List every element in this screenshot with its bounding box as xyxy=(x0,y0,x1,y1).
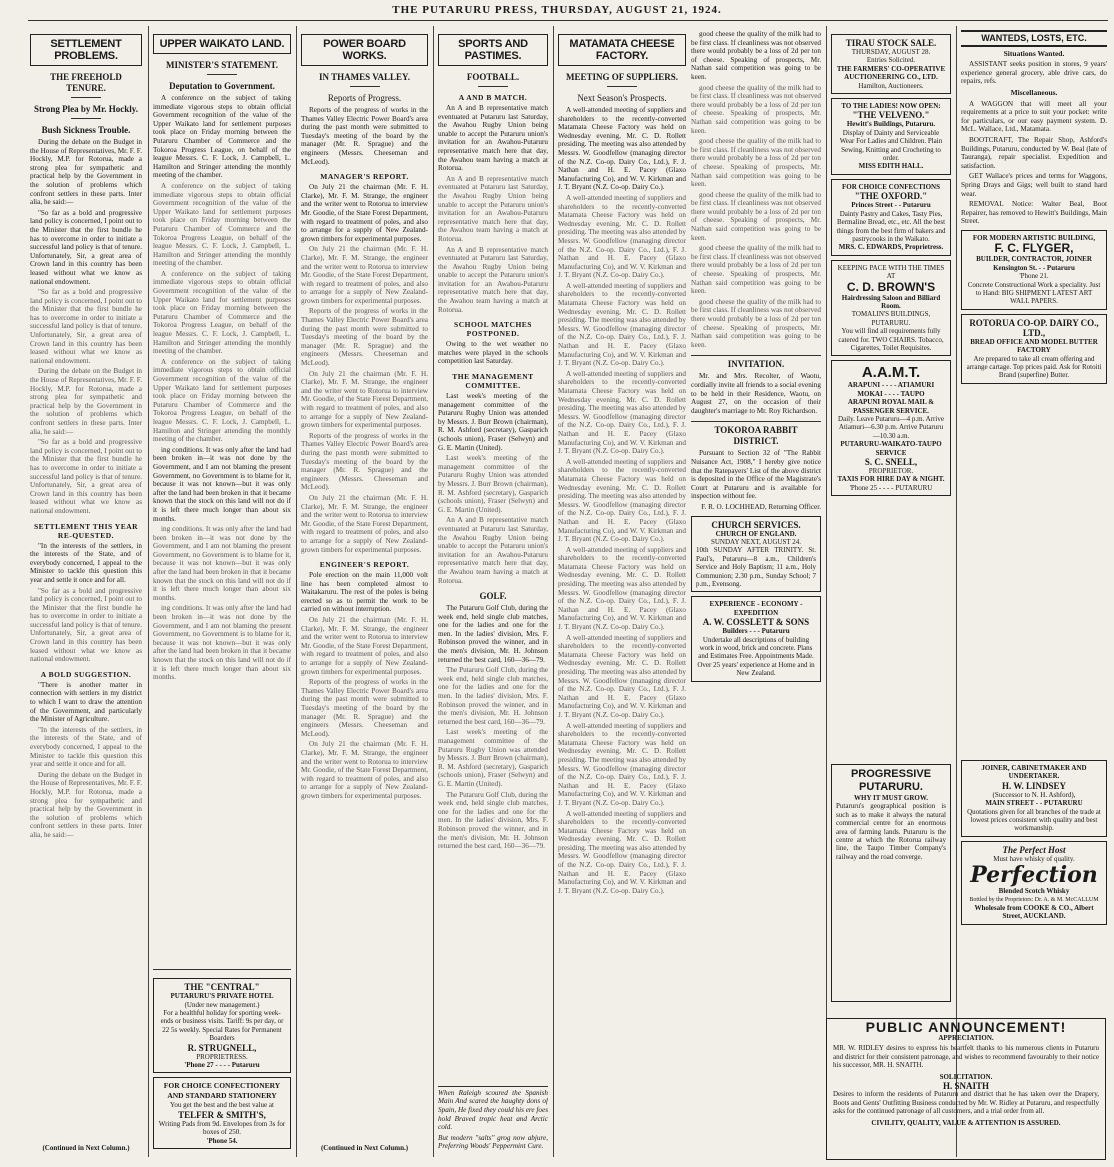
article-paragraph: good cheese the quality of the milk had to be first class. If cleanliness was not observed there would probably be a loss of 2d per ton of cheese. Speaking of prospects, Mr. Nathan said competition was going to be keen. xyxy=(691,137,821,189)
article-subheading: TOKOROA RABBIT DISTRICT. xyxy=(691,421,821,447)
article-paragraph: good cheese the quality of the milk had to be first class. If cleanliness was not observed there would probably be a loss of 2d per ton of cheese. Speaking of prospects, Mr. Nathan said competition was going to be keen. xyxy=(691,30,821,81)
ad-note: Writing Pads from 9d. Envelopes from 3s for boxes of 250. xyxy=(158,1119,286,1137)
ad-text: Putaruru's geographical position is such as to make it always the natural commercial centre for an enormous area of farming lands. Putaruru is the centre at which the Rotorua railway line, the Taupo Timber Company's railway and the road converge. xyxy=(836,802,946,861)
ad-phone: 'Phone 54. xyxy=(206,1136,238,1145)
article-paragraph: Reports of the progress of works in the Thames Valley Electric Power Board's area during the past month were submitted to Tuesday's meeting of the board by the manager (Mr. R. Sprague) and the engineers (Messrs. Cheeseman and McLeod). xyxy=(301,307,428,368)
ad-title: H. W. LINDSEY xyxy=(1001,780,1067,791)
ad-date: SUNDAY NEXT, AUGUST 24. xyxy=(710,537,802,546)
ad-brown xyxy=(831,260,951,357)
ad-date: THURSDAY, AUGUST 28. xyxy=(851,48,931,56)
column-rule xyxy=(553,26,554,1157)
ad-location: TOMALIN'S BUILDINGS, PUTARURU. xyxy=(851,310,931,327)
article-subheading: Strong Plea by Mr. Hockly. xyxy=(33,104,138,114)
announcement-subtitle: SOLICITATION. xyxy=(939,1072,993,1081)
ad-text: For a healthful holiday for sporting week-ends or business visits. Tariff: 9s per day, or 22 5s weekly. Special Rates for Permanent Boarders xyxy=(160,1008,284,1043)
column-rule xyxy=(148,26,149,1157)
ad-text: Must have whisky of quality. xyxy=(993,854,1075,863)
ad-owner: THE FARMERS' CO-OPERATIVE AUCTIONEERING CO., LTD. xyxy=(836,64,946,82)
article-paragraph: ing conditions. It was only after the land had been broken in—it was not done by the Government, and I am not blaming the present Government, no Government is to blame for it, because it was not known—but it was only after the land had been broken in that it became known that the stock on this land will not do if it is left there much longer than about six months. xyxy=(153,525,291,602)
article-paragraph: A well-attended meeting of suppliers and shareholders to the recently-converted Matamata Cheese Factory was held on Wednesday evening, Mr. C. D. Rollett presiding. The meeting was also attended by Messrs. W. Goodfellow (managing director of the N.Z. Co-op. Dairy Co., Ltd.), F. J. Nathan and H. E. Pacey (Glaxo Manufacturing Co), and W. V. Kirkman and J. T. Bryant (N.Z. Co-op. Dairy Co.). xyxy=(558,457,686,544)
ad-title: PROGRESSIVE PUTARURU. xyxy=(850,768,932,793)
column-rule xyxy=(433,26,434,1157)
masthead-rule xyxy=(28,20,1108,21)
ad-subtitle: Hairdressing Saloon and Billiard Room. xyxy=(841,293,941,310)
article-paragraph: The Putaruru Golf Club, during the week end, held single club matches, one for the ladies and one for the men. In the ladies' division, Mrs. F. Robinson proved the winner, and in the men's division, Mr. H. Johnson returned the best card, 160—36—79. xyxy=(438,666,548,726)
ad-role: PROPRIETOR. xyxy=(868,467,914,476)
article-subheading: THE FREEHOLD TENURE. xyxy=(50,72,122,93)
classified-ad: A WAGGON that will meet all your requirements at a price to suit your pocket: write for particulars, or our easy payment system. D. McL. Wallace, Ltd., Matamata. xyxy=(961,99,1107,134)
article-subheading: THE MANAGEMENT COMMITTEE. xyxy=(452,372,534,391)
article-paragraph: good cheese the quality of the milk had to be first class. If cleanliness was not observed there would probably be a loss of 2d per ton of cheese. Speaking of prospects, Mr. Nathan said competition was going to be keen. xyxy=(691,190,821,242)
ad-rotorua-dairy xyxy=(961,314,1107,384)
ad-title: THE "CENTRAL" xyxy=(184,982,260,993)
ad-text: TAXIS FOR HIRE DAY & NIGHT. xyxy=(837,475,945,484)
article-paragraph: ing conditions. It was only after the land had been broken in—it was not done by the Government, and I am not blaming the present Government, no Government is to blame for it, because it was not known—but it was only after the land had been broken in that it became known that the stock on this land will not do if it is left there much longer than about six months. xyxy=(153,604,291,682)
ad-text: Display of Dainty and Serviceable Wear For Ladies and Children. Plain Sewing, Knitting and Crocheting to order. xyxy=(839,128,943,163)
lindsey-whisky-block xyxy=(961,760,1107,1012)
article-subheading: Reports of Progress. xyxy=(327,93,402,103)
ad-title: TIRAU STOCK SALE. xyxy=(845,38,937,48)
ad-owner: MRS. C. EDWARDS, Proprietress. xyxy=(838,243,944,252)
article-heading: SPORTS AND PASTIMES. xyxy=(438,34,548,66)
ad-lindsey xyxy=(961,760,1107,837)
article-paragraph: A well-attended meeting of suppliers and shareholders to the recently-converted Matamata Cheese Factory was held on Wednesday evening, Mr. C. D. Rollett presiding. The meeting was also attended by Messrs. W. Goodfellow (managing director of the N.Z. Co-op. Dairy Co., Ltd.), F. J. Nathan and H. E. Pacey (Glaxo Manufacturing Co), and W. V. Kirkman and J. T. Bryant (N.Z. Co-op. Dairy Co.). xyxy=(558,193,686,280)
article-paragraph: A well-attended meeting of suppliers and shareholders to the recently-converted Matamata Cheese Factory was held on Wednesday evening, Mr. C. D. Rollett presiding. The meeting was also attended by Messrs. W. Goodfellow (managing director of the N.Z. Co-op. Dairy Co., Ltd.), F. J. Nathan and H. E. Pacey (Glaxo Manufacturing Co), and W. V. Kirkman and J. T. Bryant (N.Z. Co-op. Dairy Co.). xyxy=(558,721,686,807)
ad-sellers: Wholesale from COOKE & CO., Albert Street, AUCKLAND. xyxy=(974,904,1094,921)
ad-phone: 'Phone 25 - - - - PUTARURU xyxy=(849,483,933,492)
article-heading: SETTLEMENT PROBLEMS. xyxy=(30,34,142,66)
ad-role: BUILDER, CONTRACTOR, JOINER xyxy=(976,255,1092,264)
ad-pretitle: KEEPING PACE WITH THE TIMES AT xyxy=(837,263,945,281)
ad-subtitle: Blended Scotch Whisky xyxy=(998,887,1070,896)
ads-block xyxy=(153,969,291,1153)
column-upper-waikato xyxy=(153,30,291,1153)
ad-subtitle: BREAD OFFICE AND MODEL BUTTER FACTORY xyxy=(970,337,1098,355)
article-paragraph: An A and B representative match eventuated at Putaruru last Saturday, the Awahou Rugby Union being unable to accept the Putaruru union's invitation for an Awahou-Putaruru representative match here that day, the Awahou team having a match at Rotorua. xyxy=(438,245,548,314)
column-sports xyxy=(438,30,548,1153)
ad-title: "THE VELVENO." xyxy=(852,110,930,121)
ad-role: Hamilton, Auctioneers. xyxy=(858,81,924,90)
article-paragraph: good cheese the quality of the milk had to be first class. If cleanliness was not observed there would probably be a loss of 2d per ton of cheese. Speaking of prospects, Mr. Nathan said competition was going to be keen. xyxy=(691,244,821,296)
article-subheading: INVITATION. xyxy=(691,355,821,370)
ad-title: CHURCH SERVICES. xyxy=(711,519,801,530)
article-subheading: A AND B MATCH. xyxy=(458,93,528,102)
article-paragraph: "So far as a bold and progressive land policy is concerned, I point out to the Minister that the first bundle he has to overcome in order to initiate a successful land policy is that of tenure. Unfortunately, Sir, a great area of Crown land in this country has been leased without what we know as national endowment. xyxy=(30,438,142,515)
ad-owner: TELFER & SMITH'S, xyxy=(178,1109,266,1120)
article-paragraph: On July 21 the chairman (Mr. F. H. Clarke), Mr. F. M. Strange, the engineer and the writer went to Rotorua to interview Mr. Goodie, of the State Forest Department, with regard to treatment of poles, and also to arrange for a supply of New Zealand-grown timbers for experimental purposes. xyxy=(301,493,428,554)
article-paragraph: Mr. and Mrs. Recolter, of Waotu, cordially invite all friends to a social evening to be held in their Residence, Waotu, on August 27, on the occasion of their daughter's marriage to Mr. Roy Richardson. xyxy=(691,372,821,415)
public-announcement xyxy=(826,1018,1106,1160)
article-paragraph: During the debate on the Budget in the House of Representatives, Mr. F. F. Hockly, M.P. for Rotorua, made a strong plea for sympathetic and practical help by the Government in the solution of problems which confront settlers in these parts. Inter alia, he said:— xyxy=(30,770,142,839)
article-paragraph: "In the interests of the settlers, in the interests of the State, and of everybody concerned, I appeal to the Minister to tackle this question this year and settle it once and for all. xyxy=(30,725,142,769)
column-matamata-continued xyxy=(691,30,821,1153)
classifieds-subheading: Situations Wanted. xyxy=(1003,48,1065,58)
ad-text: Concrete Constructional Work a speciality. Just to Hand: BIG SHIPMENT LATEST ART WALL PAPERS. xyxy=(967,280,1101,306)
announcement-subtitle: APPRECIATION. xyxy=(938,1033,994,1042)
ad-central-hotel xyxy=(153,978,291,1073)
ad-location: Hewitt's Buildings, Putaruru. xyxy=(846,120,936,129)
article-paragraph: "So far as a bold and progressive land policy is concerned, I point out to the Minister that the first bundle he has to overcome in order to initiate a successful land policy is that of tenure. Unfortunately, Sir, a great area of Crown land in this country has been leased without what we know as national endowment. xyxy=(30,288,142,365)
article-subheading: MINISTER'S STATEMENT. xyxy=(165,60,279,70)
verse: When Raleigh scoured the Spanish Main And scared the haughty dons of Spain, He fixed they could his ere foes hold Braved tropic heat and Arctic cold. xyxy=(438,1088,548,1132)
article-paragraph: A well-attended meeting of suppliers and shareholders to the recently-converted Matamata Cheese Factory was held on Wednesday evening, Mr. C. D. Rollett presiding. The meeting was also attended by Messrs. W. Goodfellow (managing director of the N.Z. Co-op. Dairy Co., Ltd.), F. J. Nathan and H. E. Pacey (Glaxo Manufacturing Co), and W. V. Kirkman and J. T. Bryant (N.Z. Co-op. Dairy Co.). xyxy=(558,369,686,456)
continued-note: (Continued in Next Column.) xyxy=(30,1144,142,1153)
ad-text: Entries Solicited. xyxy=(866,56,916,65)
announcement-motto: CIVILITY, QUALITY, VALUE & ATTENTION IS ASSURED. xyxy=(871,1118,1061,1127)
article-subheading: MANAGER'S REPORT. xyxy=(320,172,409,182)
article-paragraph: A conference on the subject of taking immediate vigorous steps to obtain official Government recognition of the value of the Upper Waikato land for settlement purposes took place on Friday morning between the Putaruru Chamber of Commerce and the Tokoroa Progress League, on behalf of the league Messrs. C. F. Lock, J. Campbell, L. Hamilton and Stringer attending the monthly meeting of the chamber. xyxy=(153,357,291,444)
article-subheading: A BOLD SUGGESTION. xyxy=(40,669,132,679)
ad-text: Are prepared to take all cream offering and arrange cartage. Top prices paid. Ask for Rotoiti Brand (superfine) Butter. xyxy=(966,354,1102,380)
ad-flyger xyxy=(961,230,1107,310)
ad-title: FOR CHOICE CONFECTIONERY AND STANDARD STATIONERY xyxy=(163,1081,281,1101)
column-matamata xyxy=(558,30,686,1153)
verse: But modern "salts" grog now abjure, Preferring Woods' Peppermint Cure. xyxy=(438,1133,548,1151)
column-rule xyxy=(826,26,827,1157)
ad-subtitle: WHY IT MUST GROW. xyxy=(854,794,928,802)
article-paragraph: On July 21 the chairman (Mr. F. H. Clarke), Mr. F. M. Strange, the engineer and the writer went to Rotorua to interview Mr. Goodie, of the State Forest Department, with regard to treatment of poles, and also to arrange for a supply of New Zealand-grown timbers for experimental purposes. xyxy=(301,616,428,676)
article-paragraph: The Putaruru Golf Club, during the week end, held single club matches, one for the ladies and one for the men. In the ladies' division, Mrs. F. Robinson proved the winner, and in the men's division, Mr. H. Johnson returned the best card, 160—36—79. xyxy=(438,604,548,664)
article-paragraph: On July 21 the chairman (Mr. F. H. Clarke), Mr. F. M. Strange, the engineer and the writer went to Rotorua to interview Mr. Goodie, of the State Forest Department, with regard to treatment of poles, and also to arrange for a supply of New Zealand-grown timbers for experimental purposes. xyxy=(301,740,428,800)
classified-ad: REMOVAL Notice: Walter Beal, Boot Repairer, has removed to Hewitt's Buildings, Main Street. xyxy=(961,200,1107,226)
ad-subtitle: PUTARURU'S PRIVATE HOTEL xyxy=(170,992,274,1001)
ad-aamt xyxy=(831,360,951,496)
classifieds-subheading: Miscellaneous. xyxy=(1010,87,1058,97)
ad-phone: 'Phone 21. xyxy=(1019,272,1049,281)
article-paragraph: An A and B representative match eventuated at Putaruru last Saturday, the Awahou Rugby Union being unable to accept the Putaruru union's invitation for an Awahou-Putaruru representative match here that day, the Awahou team having a match at Rotorua. xyxy=(438,174,548,243)
ad-location: Princes Street - - Putaruru xyxy=(851,201,931,210)
ad-title: A.A.M.T. xyxy=(861,364,921,382)
article-subheading: MEETING OF SUPPLIERS. xyxy=(566,72,678,82)
article-subheading: FOOTBALL. xyxy=(466,72,520,82)
article-paragraph: Last week's meeting of the management committee of the Putaruru Rugby Union was attended by Messrs. J. Burr Brown (chairman), R. M. Ashford (secretary), Gasparich (schools union), Fraser (Selwyn) and G. E. Martin (United). xyxy=(438,454,548,514)
ad-telfer-smith xyxy=(153,1077,291,1149)
ad-title: "THE OXFORD." xyxy=(854,191,928,202)
article-paragraph: A well-attended meeting of suppliers and shareholders to the recently-converted Matamata Cheese Factory was held on Wednesday evening, Mr. C. D. Rollett presiding. The meeting was also attended by Messrs. W. Goodfellow (managing director of the N.Z. Co-op. Dairy Co., Ltd.), F. J. Nathan and H. E. Pacey (Glaxo Manufacturing Co), and W. V. Kirkman and J. T. Bryant (N.Z. Co-op. Dairy Co.). xyxy=(558,106,686,192)
signature: F. R. O. LOCHHEAD, Returning Officer. xyxy=(701,502,821,511)
article-paragraph: On July 21 the chairman (Mr. F. H. Clarke), Mr. F. M. Strange, the engineer and the writer went to Rotorua to interview Mr. Goodie, of the State Forest Department, with regard to treatment of poles, and also to arrange for a supply of New Zealand-grown timbers for experimental purposes. xyxy=(301,245,428,305)
article-paragraph: "So far as a bold and progressive land policy is concerned, I point out to the Minister that the first bundle he has to overcome in order to initiate a successful land policy is that of tenure. Unfortunately, Sir, a great area of Crown land in this country has been leased without what we know as national endowment. xyxy=(30,208,142,286)
article-subheading: SCHOOL MATCHES POSTPONED. xyxy=(454,320,532,339)
ad-perfection-whisky xyxy=(961,841,1107,925)
article-paragraph: good cheese the quality of the milk had to be first class. If cleanliness was not observed there would probably be a loss of 2d per ton of cheese. Speaking of prospects, Mr. Nathan said competition was going to be keen. xyxy=(691,83,821,135)
article-paragraph: Last week's meeting of the management committee of the Putaruru Rugby Union was attended by Messrs. J. Burr Brown (chairman), R. M. Ashford (secretary), Gasparich (schools union), Fraser (Selwyn) and G. E. Martin (United). xyxy=(438,392,548,452)
article-paragraph: ing conditions. It was only after the land had been broken in—it was not done by the Government, and I am not blaming the present Government, no Government is to blame for it, because it was not known—but it was only after the land had been broken in that it became known that the stock on this land will not do if it is left there much longer than about six months. xyxy=(153,445,291,523)
ad-title: ROTORUA CO-OP. DAIRY CO., LTD., xyxy=(969,317,1099,338)
progressive-putaruru-box xyxy=(831,760,951,1010)
article-paragraph: The Putaruru Golf Club, during the week end, held single club matches, one for the ladies and one for the men. In the ladies' division, Mrs. F. Robinson proved the winner, and in the men's division, Mr. H. Johnson returned the best card, 160—36—79. xyxy=(438,790,548,851)
ad-tirau-sale xyxy=(831,34,951,94)
article-subheading: GOLF. xyxy=(479,591,507,602)
column-power-board xyxy=(301,30,428,1153)
ad-text: You will find all requirements fully catered for. TWO CHAIRS. Tobacco, Cigarettes, Toilet Requisites. xyxy=(838,327,944,352)
ad-phone: 'Phone 27 - - - - Putaruru xyxy=(184,1060,260,1069)
article-paragraph: On July 21 the chairman (Mr. F. H. Clarke), Mr. F. M. Strange, the engineer and the writer went to Rotorua to interview Mr. Goodie, of the State Forest Department, with regard to treatment of poles, and also to arrange for a supply of New Zealand-grown timbers for experimental purposes. xyxy=(301,369,428,430)
article-paragraph: Pole erection on the main 11,000 volt line has been completed almost to Waitakaruru. The rest of the poles is being erected so as to permit the work to be carried on without interruption. xyxy=(301,571,428,614)
article-paragraph: During the debate on the Budget in the House of Representatives, Mr. F. F. Hockly, M.P. for Rotorua, made a strong plea for sympathetic and practical help by the Government in the solution of problems which confront settlers in these parts. Inter alia, he said:— xyxy=(30,367,142,436)
ad-pretitle: FOR MODERN ARTISTIC BUILDING, xyxy=(972,233,1096,242)
article-paragraph: Reports of the progress of works in the Thames Valley Electric Power Board's area during the past month were submitted to Tuesday's meeting of the board by the manager (Mr. R. Sprague) and the engineers (Messrs. Cheeseman and McLeod). xyxy=(301,106,428,166)
article-paragraph: Pursuant to Section 32 of "The Rabbit Nuisance Act, 1908," I hereby give notice that the Ratepayers' List of the above district is deposited in the Office of the Magistrate's Court at Putaruru and is available for inspection without fee. xyxy=(691,449,821,501)
ad-pretitle: TO THE LADIES! NOW OPEN: xyxy=(841,102,941,111)
ad-owner: A. W. COSSLETT & SONS xyxy=(702,617,810,628)
ad-role: PROPRIETRESS. xyxy=(196,1052,248,1061)
ad-role: Builders - - - Putaruru xyxy=(722,627,790,636)
column-settlement-problems xyxy=(30,30,142,1153)
ad-location: MAIN STREET - - PUTARURU xyxy=(985,799,1083,808)
article-subheading: SETTLEMENT THIS YEAR RE-QUESTED. xyxy=(33,521,139,540)
ad-owner: R. STRUGNELL, xyxy=(187,1042,257,1053)
article-paragraph: A well-attended meeting of suppliers and shareholders to the recently-converted Matamata Cheese Factory was held on Wednesday evening, Mr. C. D. Rollett presiding. The meeting was also attended by Messrs. W. Goodfellow (managing director of the N.Z. Co-op. Dairy Co., Ltd.), F. J. Nathan and H. E. Pacey (Glaxo Manufacturing Co), and W. V. Kirkman and J. T. Bryant (N.Z. Co-op. Dairy Co.). xyxy=(558,809,686,895)
article-subheading: ENGINEER'S REPORT. xyxy=(319,560,410,570)
article-paragraph: An A and B representative match eventuated at Putaruru last Saturday, the Awahou Rugby Union being unable to accept the Putaruru union's invitation for an Awahou-Putaruru representative match here that day, the Awahou team having a match at Rotorua. xyxy=(438,104,548,173)
ad-title: F. C. FLYGER, xyxy=(994,241,1074,256)
classified-ad: GET Wallace's prices and terms for Waggons, Spring Drays and Gigs; well built to stand hard wear. xyxy=(961,172,1107,198)
ad-oxford xyxy=(831,179,951,256)
ad-text: You get the best and the best value at xyxy=(170,1101,274,1110)
article-subheading: Deputation to Government. xyxy=(169,81,275,91)
article-paragraph: An A and B representative match eventuated at Putaruru last Saturday, the Awahou Rugby Union being unable to accept the Putaruru union's invitation for an Awahou-Putaruru representative match here that day, the Awahou team having a match at Rotorua. xyxy=(438,516,548,585)
ad-subtitle: ARAPUNI ROYAL MAIL & PASSENGER SERVICE. xyxy=(847,398,935,415)
article-paragraph: A conference on the subject of taking immediate vigorous steps to obtain official Government recognition of the value of the Upper Waikato land for settlement purposes took place on Friday morning between the Putaruru Chamber of Commerce and the Tokoroa Progress League, on behalf of the league Messrs. C. F. Lock, J. Campbell, L. Hamilton and Stringer attending the monthly meeting of the chamber. xyxy=(153,94,291,180)
article-heading: UPPER WAIKATO LAND. xyxy=(153,34,291,54)
article-paragraph: During the debate on the Budget in the House of Representatives, Mr. F. F. Hockly, M.P. for Rotorua, made a strong plea for sympathetic and practical help by the Government in the solution of problems which confront settlers in these parts. Inter alia, he said:— xyxy=(30,138,142,207)
classified-ad: ASSISTANT seeks position in stores, 9 years' experience general grocery, able drive cars, do repairs, refs. xyxy=(961,60,1107,86)
article-subheading: Next Season's Prospects. xyxy=(577,93,667,103)
ad-title: C. D. BROWN'S xyxy=(846,279,936,294)
article-paragraph: "In the interests of the settlers, in the interests of the State, and of everybody concerned, I appeal to the Minister to tackle this question this year and settle it once and for all. xyxy=(30,541,142,584)
column-rule xyxy=(956,26,957,1157)
announcement-name: H. SNAITH xyxy=(942,1080,989,1091)
ad-cosslett xyxy=(691,596,821,681)
verse-block xyxy=(438,1086,548,1153)
ad-maker: Bottled by the Proprietors: Dr. A. & M. McCALLUM xyxy=(969,896,1099,903)
article-paragraph: Last week's meeting of the management committee of the Putaruru Rugby Union was attended by Messrs. J. Burr Brown (chairman), R. M. Ashford (secretary), Gasparich (schools union), Fraser (Selwyn) and G. E. Martin (United). xyxy=(438,728,548,788)
article-paragraph: Reports of the progress of works in the Thames Valley Electric Power Board's area during the past month were submitted to Tuesday's meeting of the board by the manager (Mr. R. Sprague) and the engineers (Messrs. Cheeseman and McLeod). xyxy=(301,431,428,492)
ad-title: EXPERIENCE - ECONOMY - EXPEDITION xyxy=(709,600,803,617)
ad-pretitle: FOR CHOICE CONFECTIONS xyxy=(841,182,940,191)
ad-subtitle: CHURCH OF ENGLAND. xyxy=(715,529,797,538)
article-paragraph: A well-attended meeting of suppliers and shareholders to the recently-converted Matamata Cheese Factory was held on Wednesday evening, Mr. C. D. Rollett presiding. The meeting was also attended by Messrs. W. Goodfellow (managing director of the N.Z. Co-op. Dairy Co., Ltd.), F. J. Nathan and H. E. Pacey (Glaxo Manufacturing Co), and W. V. Kirkman and J. T. Bryant (N.Z. Co-op. Dairy Co.). xyxy=(558,545,686,632)
classified-ad: BOOTCRAFT, The Repair Shop, Ashford's Buildings, Putaruru, conducted by W. Beal (late of Tauranga), repair specialist. Expedition and satisfaction. xyxy=(961,135,1107,170)
ad-subtitle: PUTARURU-WAIKATO-TAUPO SERVICE xyxy=(840,440,942,457)
article-heading: POWER BOARD WORKS. xyxy=(301,34,428,66)
ad-route: ARAPUNI - - - - ATIAMURI MOKAI - - - - TAUPO xyxy=(847,381,935,398)
announcement-text: MR. W. RIDLEY desires to express his heartfelt thanks to his numerous clients in Putaruru and district for their consistent patronage, and wishes to recommend favourably to their notice his successor, MR. H. SNAITH. xyxy=(833,1044,1099,1070)
article-paragraph: A conference on the subject of taking immediate vigorous steps to obtain official Government recognition of the value of the Upper Waikato land for settlement purposes took place on Friday morning between the Putaruru Chamber of Commerce and the Tokoroa Progress League, on behalf of the league Messrs. C. F. Lock, J. Campbell, L. Hamilton and Stringer attending the monthly meeting of the chamber. xyxy=(153,181,291,268)
article-paragraph: Reports of the progress of works in the Thames Valley Electric Power Board's area during the past month were submitted to Tuesday's meeting of the board by the manager (Mr. R. Sprague) and the engineers (Messrs. Cheeseman and McLeod). xyxy=(301,678,428,738)
article-paragraph: "There is another matter in connection with settlers in my district to which I want to draw the attention of the Government, and particularly the Minister of Agriculture. xyxy=(30,680,142,724)
article-subheading: Bush Sickness Trouble. xyxy=(41,125,131,135)
ad-text: Daily. Leave Putaruru—4 p.m. Arrive Atiamuri—6.30 p.m. Arrive Putaruru—10.30 a.m. xyxy=(838,415,944,440)
article-paragraph: A conference on the subject of taking immediate vigorous steps to obtain official Government recognition of the value of the Upper Waikato land for settlement purposes took place on Friday morning between the Putaruru Chamber of Commerce and the Tokoroa Progress League, on behalf of the league Messrs. C. F. Lock, J. Campbell, L. Hamilton and Stringer attending the monthly meeting of the chamber. xyxy=(153,269,291,356)
article-paragraph: Owing to the wet weather no matches were played in the schools competition last Saturday. xyxy=(438,340,548,366)
ad-text: Quotations given for all branches of the trade at lowest prices consistent with quality and best workmanship. xyxy=(967,807,1101,833)
ad-church-services xyxy=(691,516,821,593)
ad-owner: MISS EDITH HALL. xyxy=(858,162,924,171)
article-paragraph: A well-attended meeting of suppliers and shareholders to the recently-converted Matamata Cheese Factory was held on Wednesday evening, Mr. C. D. Rollett presiding. The meeting was also attended by Messrs. W. Goodfellow (managing director of the N.Z. Co-op. Dairy Co., Ltd.), F. J. Nathan and H. E. Pacey (Glaxo Manufacturing Co), and W. V. Kirkman and J. T. Bryant (N.Z. Co-op. Dairy Co.). xyxy=(558,281,686,368)
ad-text: Dainty Pastry and Cakes, Tasty Pies, Bermaline Bread, etc., etc. All the best things from the best firm of bakers and pastrycooks in the Waikato. xyxy=(836,209,946,243)
classifieds-heading: WANTEDS, LOSTS, ETC. xyxy=(961,30,1107,47)
continued-note: (Continued in Next Column.) xyxy=(301,1144,428,1153)
ad-subtitle: (Successor to N. H. Ashford), xyxy=(992,790,1076,799)
ad-text: Undertake all descriptions of building work in wood, brick and concrete. Plans and Estimates Free. Appointments Made. Over 25 years' experience at Home and in New Zealand. xyxy=(697,635,815,678)
ad-velveno xyxy=(831,98,951,175)
ad-note: (Under new management.) xyxy=(184,1000,260,1009)
ad-location: Kensington St. - - Putaruru xyxy=(993,263,1075,272)
article-paragraph: "So far as a bold and progressive land policy is concerned, I point out to the Minister that the first bundle he has to overcome in order to initiate a successful land policy is that of tenure. Unfortunately, Sir, a great area of Crown land in this country has been leased without what we know as national endowment. xyxy=(30,586,142,664)
article-subheading: IN THAMES VALLEY. xyxy=(319,72,410,82)
article-paragraph: A well-attended meeting of suppliers and shareholders to the recently-converted Matamata Cheese Factory was held on Wednesday evening, Mr. C. D. Rollett presiding. The meeting was also attended by Messrs. W. Goodfellow (managing director of the N.Z. Co-op. Dairy Co., Ltd.), F. J. Nathan and H. E. Pacey (Glaxo Manufacturing Co), and W. V. Kirkman and J. T. Bryant (N.Z. Co-op. Dairy Co.). xyxy=(558,633,686,719)
article-heading: MATAMATA CHEESE FACTORY. xyxy=(558,34,686,66)
ad-title: The Perfect Host xyxy=(1002,844,1066,855)
column-rule xyxy=(296,26,297,1157)
announcement-text: Desires to inform the residents of Putaruru and district that he has taken over the Drapery, Boots and Gents' Outfitting Business conducted by Mr. W. Ridley at Putaruru, and respectfully asks for the continued patronage of all customers, and a trial order from all. xyxy=(833,1090,1099,1116)
article-paragraph: good cheese the quality of the milk had to be first class. If cleanliness was not observed there would probably be a loss of 2d per ton of cheese. Speaking of prospects, Mr. Nathan said competition was going to be keen. xyxy=(691,297,821,349)
ad-owner: S. C. SNELL, xyxy=(864,457,918,468)
announcement-title: PUBLIC ANNOUNCEMENT! xyxy=(865,1019,1067,1035)
masthead: THE PUTARURU PRESS, THURSDAY, AUGUST 21, 1924. xyxy=(392,4,722,16)
article-paragraph: On July 21 the chairman (Mr. F. H. Clarke), Mr. F. M. Strange, the engineer and the writer went to Rotorua to interview Mr. Goodie, of the State Forest Department, with regard to treatment of poles, and also to arrange for a supply of New Zealand-grown timbers for experimental purposes. xyxy=(301,183,428,243)
whisky-logo: Perfection xyxy=(970,862,1098,889)
ad-pretitle: JOINER, CABINETMAKER AND UNDERTAKER. xyxy=(981,764,1087,781)
ad-text: 10th SUNDAY AFTER TRINITY. St. Paul's, Putaruru—8 a.m., Children's Service and Holy Baptism; 11 a.m., Holy Communion; 2.30 p.m., Sunday School; 7 p.m., Evensong. xyxy=(696,546,816,588)
